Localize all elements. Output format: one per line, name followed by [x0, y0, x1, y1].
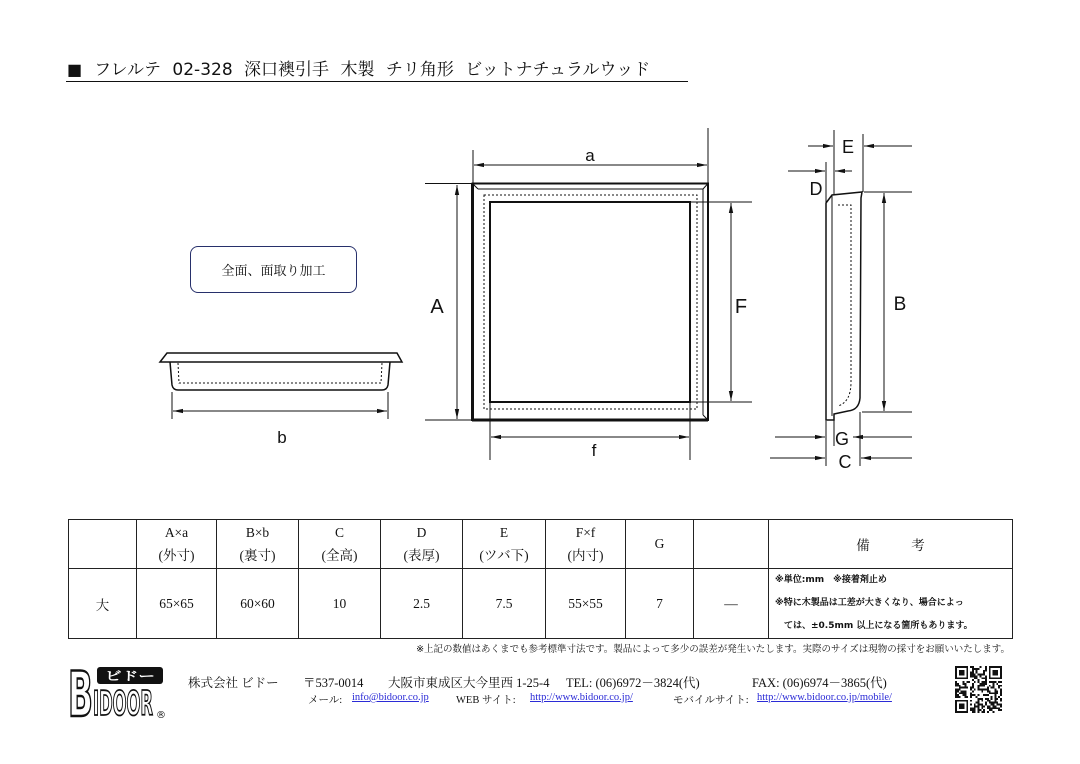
- header-cell-under-flange: [463, 520, 546, 569]
- cell-G: 7: [626, 569, 694, 639]
- postal-code: 〒537-0014: [303, 676, 364, 690]
- qr-code: [955, 666, 1002, 713]
- outer-frame: [473, 184, 709, 421]
- bidoor-logo: [66, 665, 168, 719]
- outer-frame-heavy-edge: [472, 183, 708, 421]
- footnote: ※上記の数値はあくまでも参考標準寸法です。製品によって多少の誤差が発生いたします。実際のサイズは現物の採寸をお願いいたします。: [416, 644, 1010, 655]
- header-symbol: B×b: [245, 525, 270, 540]
- header-cell-back-size: [217, 520, 299, 569]
- section-view: [826, 192, 862, 420]
- title-text: フレルテ 02-328 深口襖引手 木製 チリ角形 ビットナチュラルウッド: [94, 60, 651, 80]
- title-bullet: ■: [67, 60, 83, 79]
- extension-line: [490, 403, 690, 460]
- header-cell-inner-size: [546, 520, 626, 569]
- cell-inner-size: 55×55: [546, 569, 626, 639]
- flange-outline: [160, 353, 402, 362]
- header-symbol: E: [499, 525, 509, 540]
- remarks-header: 備 考: [856, 538, 939, 553]
- dimension-label-a: a: [585, 146, 595, 165]
- cell-total-height: 10: [299, 569, 381, 639]
- logo-kana: ビドー: [105, 669, 155, 683]
- header-cell-blank: [694, 520, 769, 569]
- header-symbol: C: [334, 525, 344, 540]
- dimension-b: [172, 392, 388, 419]
- dimension-label-f: f: [591, 441, 597, 460]
- inner-opening: [490, 202, 690, 402]
- cup-hidden-line: [178, 363, 382, 383]
- header-label: (内寸): [567, 548, 604, 563]
- header-cell-face-thickness: [381, 520, 463, 569]
- side-view-back: [160, 353, 402, 390]
- dimension-label-B: B: [893, 294, 907, 315]
- section-hidden-line: [838, 205, 851, 406]
- remarks-line: ては、±0.5mm 以上になる箇所もあります。: [784, 621, 973, 631]
- cell-back-size: 60×60: [217, 569, 299, 639]
- front-view: [472, 183, 708, 421]
- dimension-label-b: b: [277, 428, 287, 447]
- dimension-label-F: F: [734, 296, 748, 318]
- dimension-E: [808, 130, 912, 195]
- cell-under-flange: 7.5: [463, 569, 546, 639]
- header-cell-remarks: [769, 520, 1013, 569]
- header-label: (表厚): [403, 548, 440, 563]
- remarks-line: ※特に木製品は工差が大きくなり、場合によっ: [775, 598, 964, 608]
- logo-initial: B: [68, 665, 93, 719]
- cell-outer-size: 65×65: [137, 569, 217, 639]
- dimension-label-G: G: [834, 429, 850, 449]
- cell-blank: —: [694, 569, 769, 639]
- header-cell-size: [69, 520, 137, 569]
- telephone: TEL: (06)6972－3824(代): [566, 676, 700, 690]
- header-symbol: F×f: [575, 525, 596, 540]
- chamfer-line: [473, 184, 709, 421]
- header-label: (裏寸): [239, 548, 276, 563]
- table-header-row: [69, 520, 1013, 569]
- cell-face-thickness: 2.5: [381, 569, 463, 639]
- finish-note-text: 全面、面取り加工: [221, 264, 326, 279]
- address: 大阪市東成区大今里西 1-25-4: [388, 676, 550, 690]
- logo-wordmark-rest: IDOOR: [93, 684, 153, 719]
- header-symbol: D: [416, 525, 427, 540]
- logo-registered-mark: ®: [156, 710, 166, 719]
- web-link[interactable]: http://www.bidoor.co.jp/: [530, 692, 633, 703]
- mail-label: メール:: [308, 695, 343, 706]
- header-cell-outer-size: [137, 520, 217, 569]
- fax: FAX: (06)6974－3865(代): [752, 676, 887, 690]
- header-label: (ツバ下): [479, 548, 529, 563]
- header-label: (全高): [321, 548, 358, 563]
- mail-link[interactable]: info@bidoor.co.jp: [352, 692, 429, 703]
- dimension-label-C: C: [838, 452, 852, 472]
- section-outline: [826, 192, 862, 420]
- spec-table: [68, 519, 1013, 639]
- dimension-label-E: E: [841, 137, 855, 157]
- header-label: (外寸): [158, 548, 195, 563]
- cell-remarks: [769, 569, 1013, 639]
- mobile-link[interactable]: http://www.bidoor.co.jp/mobile/: [757, 692, 892, 703]
- header-cell-total-height: [299, 520, 381, 569]
- header-symbol: A×a: [164, 525, 189, 540]
- dimension-f: [490, 403, 690, 460]
- table-row: [69, 569, 1013, 639]
- hidden-line: [484, 195, 697, 409]
- header-cell-G: [626, 520, 694, 569]
- company-name: 株式会社 ビドー: [188, 676, 279, 690]
- extension-line: [172, 392, 388, 419]
- dimension-label-D: D: [809, 179, 823, 199]
- remarks-line: ※単位:mm ※接着剤止め: [775, 575, 887, 585]
- mobile-label: モバイルサイト:: [673, 695, 749, 706]
- cup-outline: [170, 362, 390, 390]
- web-label: WEB サイト:: [456, 695, 516, 706]
- extension-line: [826, 415, 834, 466]
- header-symbol: G: [654, 536, 665, 551]
- dimension-label-A: A: [430, 296, 444, 318]
- cell-size: 大: [69, 569, 137, 639]
